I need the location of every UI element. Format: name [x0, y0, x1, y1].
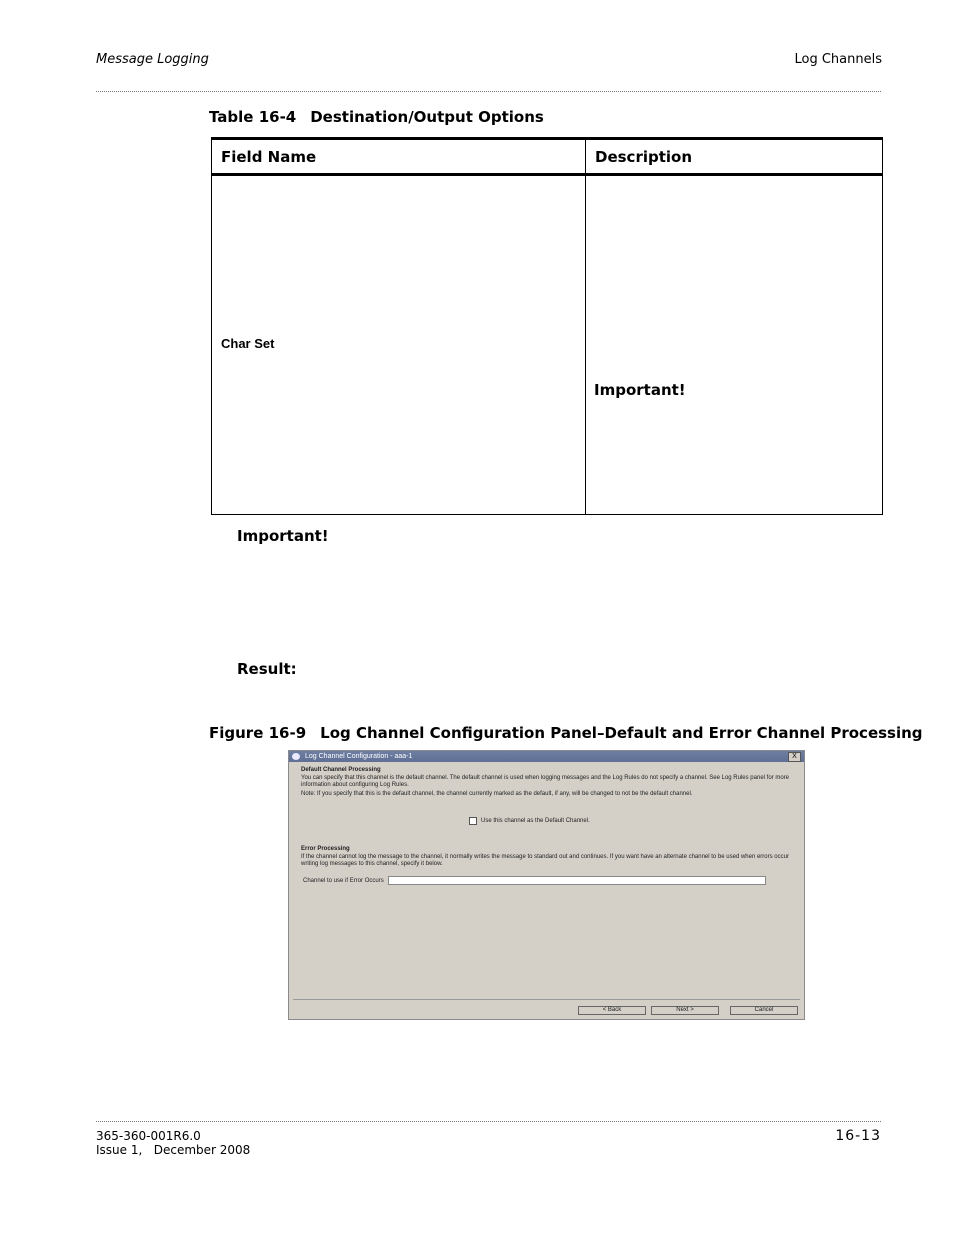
table-title: Destination/Output Options	[310, 108, 544, 126]
error-processing-text: If the channel cannot log the message to the channel, it normally writes the message to standard out and continues. If you want have an alternate channel to be used when errors occur writing log messages to this channel, specify it below.	[301, 854, 789, 867]
important-label: Important!	[237, 527, 329, 545]
table-caption	[209, 108, 544, 126]
description-cell	[586, 175, 883, 515]
header-rule	[96, 91, 881, 92]
default-channel-text: You can specify that this channel is the default channel. The default channel is used when logging messages and the Log Rules do not specify a channel. See Log Rules panel for more information about configuring Log Rules.	[301, 775, 789, 788]
error-processing-title: Error Processing	[301, 846, 350, 852]
table-row	[212, 175, 883, 515]
window-title: Log Channel Configuration - aaa-1	[305, 753, 413, 760]
field-name-char-set: Char Set	[221, 336, 275, 351]
result-label: Result:	[237, 660, 297, 678]
cancel-button[interactable]: Cancel	[730, 1006, 798, 1015]
footer-doc-info	[96, 1129, 250, 1157]
table-number: Table 16-4	[209, 108, 297, 126]
column-header-description: Description	[586, 139, 883, 175]
field-name-cell	[212, 175, 586, 515]
figure-caption	[209, 724, 923, 742]
page-number: 16-13	[835, 1128, 881, 1144]
back-button[interactable]: < Back	[578, 1006, 646, 1015]
default-channel-note: Note: If you specify that this is the default channel, the channel currently marked as the default, if any, will be changed to not be the default channel.	[301, 791, 693, 797]
column-header-field-name: Field Name	[212, 139, 586, 175]
error-channel-input[interactable]	[388, 876, 766, 885]
running-header-section: Log Channels	[794, 52, 882, 67]
default-channel-section	[301, 767, 794, 798]
footer-issue: Issue 1, December 2008	[96, 1143, 251, 1157]
window-titlebar	[289, 751, 804, 762]
app-icon	[292, 753, 300, 760]
default-channel-title: Default Channel Processing	[301, 767, 381, 773]
default-channel-checkbox-label: Use this channel as the Default Channel.	[481, 818, 590, 824]
window-footer-divider	[293, 999, 800, 1000]
running-header-chapter: Message Logging	[96, 52, 209, 67]
error-channel-label: Channel to use if Error Occurs	[303, 877, 384, 884]
footer-rule	[96, 1121, 881, 1122]
destination-output-table	[211, 137, 883, 515]
description-important-label: Important!	[594, 381, 686, 399]
log-channel-config-window	[288, 750, 805, 1020]
error-channel-row	[303, 876, 766, 885]
table-header-row	[212, 139, 883, 175]
default-channel-checkbox[interactable]	[469, 817, 477, 825]
next-button[interactable]: Next >	[651, 1006, 719, 1015]
figure-title: Log Channel Configuration Panel–Default and Error Channel Processing	[320, 724, 923, 742]
error-processing-section	[301, 846, 794, 868]
default-channel-checkbox-row[interactable]	[469, 817, 590, 825]
close-button[interactable]: X	[788, 752, 801, 762]
figure-number: Figure 16-9	[209, 724, 307, 742]
footer-doc-number: 365-360-001R6.0	[96, 1129, 201, 1143]
